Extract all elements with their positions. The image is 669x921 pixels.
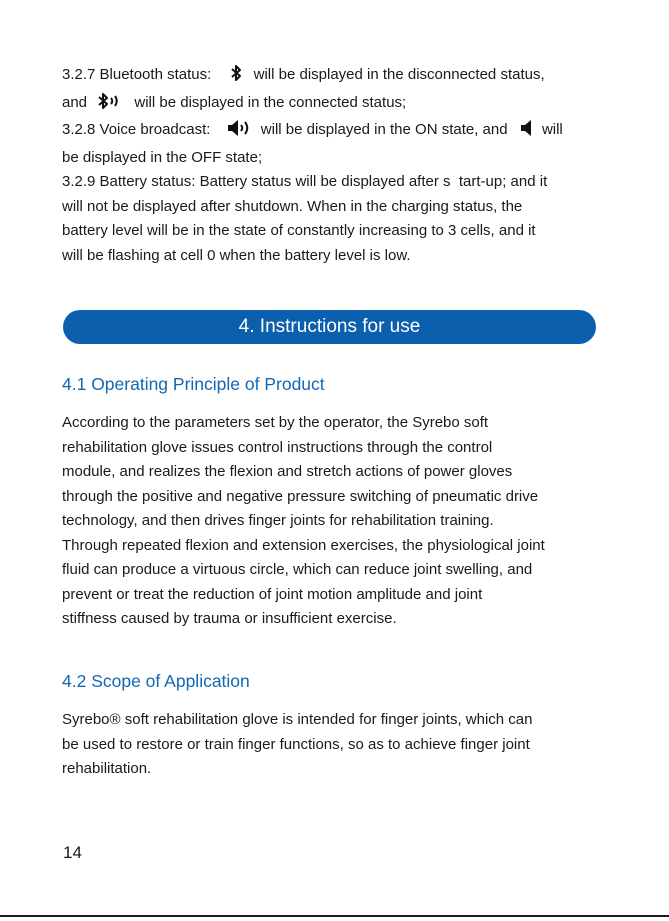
page-number: 14 <box>63 843 82 862</box>
bluetooth-line-2: and will be displayed in the connected status; <box>62 91 602 119</box>
paragraph-line: rehabilitation glove issues control instructions through the control <box>62 438 493 456</box>
section-4-2-body <box>62 708 602 782</box>
speaker-on-icon <box>227 119 253 146</box>
voice-line-1: 3.2.8 Voice broadcast: will be displayed in the ON state, and will <box>62 118 602 146</box>
paragraph-line: Syrebo® soft rehabilitation glove is intended for finger joints, which can <box>62 711 533 728</box>
section-4-1-heading: 4.1 Operating Principle of Product <box>62 374 325 394</box>
speaker-off-icon <box>520 119 532 146</box>
paragraph-line: rehabilitation. <box>62 760 152 777</box>
paragraph-line: stiffness caused by trauma or insufficient exercise. <box>62 610 397 627</box>
bluetooth-line-1: 3.2.7 Bluetooth status: will be displayed in the disconnected status, <box>62 63 602 91</box>
paragraph-line: fluid can produce a virtuous circle, which can reduce joint swelling, and <box>62 561 533 578</box>
paragraph-line: Through repeated flexion and extension exercises, the physiological joint <box>62 536 545 554</box>
paragraph-line: technology, and then drives finger joints for rehabilitation training. <box>62 512 494 529</box>
chapter-banner <box>63 310 596 344</box>
paragraph-line: According to the parameters set by the operator, the Syrebo soft <box>62 414 489 431</box>
paragraph-line: prevent or treat the reduction of joint motion amplitude and joint <box>62 585 483 603</box>
paragraph-line: module, and realizes the flexion and stretch actions of power gloves <box>62 463 513 480</box>
bluetooth-disconnected-icon <box>229 64 243 91</box>
status-descriptions <box>62 63 602 268</box>
battery-line-3: battery level will be in the state of constantly increasing to 3 cells, and it <box>62 222 536 239</box>
footer-rule <box>0 915 669 917</box>
voice-line-2: be displayed in the OFF state; <box>62 148 263 166</box>
battery-line-4: will be flashing at cell 0 when the battery level is low. <box>62 246 411 264</box>
section-4-2-heading: 4.2 Scope of Application <box>62 671 250 691</box>
battery-line-2: will not be displayed after shutdown. When in the charging status, the <box>62 197 523 215</box>
bluetooth-connected-icon <box>96 92 120 119</box>
battery-line-1: 3.2.9 Battery status: Battery status will be displayed after s tart-up; and it <box>62 173 548 190</box>
section-4-1-body <box>62 411 602 632</box>
paragraph-line: through the positive and negative pressure switching of pneumatic drive <box>62 487 539 505</box>
paragraph-line: be used to restore or train finger functions, so as to achieve finger joint <box>62 735 530 753</box>
chapter-title: 4. Instructions for use <box>238 316 421 337</box>
